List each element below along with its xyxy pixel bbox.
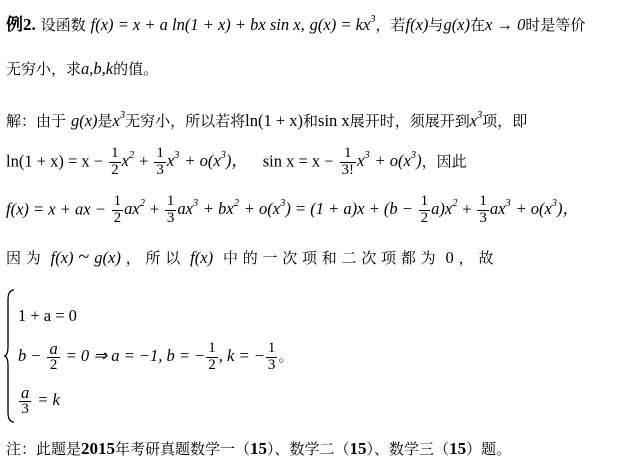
problem-line-1: 例2. 设函数 f(x) = x + a ln(1 + x) + bx sin x, $g(x) = kx^3$，若f(x)与g(x)在x → 0时是等价 — [6, 14, 586, 34]
solution-line-1: 解：由于 g(x)是$x^3$无穷小，所以若将ln(1 + x)和sin x展开时，须展开到$x^3$项，即 — [6, 110, 528, 130]
fraction: $\frac{1}{3!}$ — [341, 145, 355, 178]
equation-2: b − $\frac{a}{2}$ = 0 ⇒ a = −1, b = − $\frac{1}{2}$ , k = − $\frac{1}{3}$ 。 — [18, 339, 294, 374]
equation-1: 1 + a = 0 — [18, 306, 77, 325]
fraction: $\frac{1}{3}$ — [166, 193, 175, 226]
fraction: $\frac{a}{3}$ — [21, 383, 30, 418]
fraction: $\frac{1}{3}$ — [479, 193, 487, 226]
example-label: 例2. — [6, 15, 36, 34]
limit-expr: x → 0 — [485, 15, 526, 34]
fraction: $\frac{1}{2}$ — [113, 193, 122, 226]
f-definition: f(x) = x + a ln(1 + x) + bx sin x, — [90, 15, 305, 34]
fraction: $\frac{a}{2}$ — [49, 339, 58, 374]
fraction: $\frac{1}{3}$ — [156, 145, 164, 178]
g-definition: $g(x) = kx^3$ — [309, 14, 376, 34]
equation-3: $\frac{a}{3}$ = k — [21, 383, 60, 418]
left-brace — [4, 288, 16, 424]
fraction: $\frac{1}{2}$ — [208, 339, 216, 373]
note-line: 注：此题是2015年考研真题数学一（15）、数学二（15）、数学三（15）题。 — [6, 439, 512, 458]
sim-symbol: ~ — [78, 246, 90, 268]
fraction: $\frac{1}{2}$ — [111, 145, 119, 178]
problem-line-2: 无穷小，求a,b,k的值。 — [6, 59, 159, 78]
fraction: $\frac{1}{2}$ — [420, 193, 429, 226]
equivalence-line: 因 为 f(x) ~ g(x) ， 所 以 f(x) 中 的 一 次 项 和 二 次 项 都 为 0 ， 故 — [6, 246, 494, 268]
expansion-line: ln(1 + x) = x − $\frac{1}{2}$ $x^2$ + $\frac{1}{3}$ $x^3 + o(x^3)$， sin x = x − $\frac{1}{3!}$ $x^3 + o(x^3)$，因此 — [6, 145, 467, 178]
f-expansion-line: f(x) = x + ax − $\frac{1}{2}$ $ax^2$ + $\frac{1}{3}$ $ax^3 + bx^2 + o(x^3) = (1 + a)x + (b$ − $\frac{1}{2}$ $a)x^2$ + $\frac{1}{3}$ $ax^3 + o(x^3)$， — [6, 193, 580, 226]
equation-system — [4, 288, 304, 424]
fraction: $\frac{1}{3}$ — [267, 339, 276, 373]
